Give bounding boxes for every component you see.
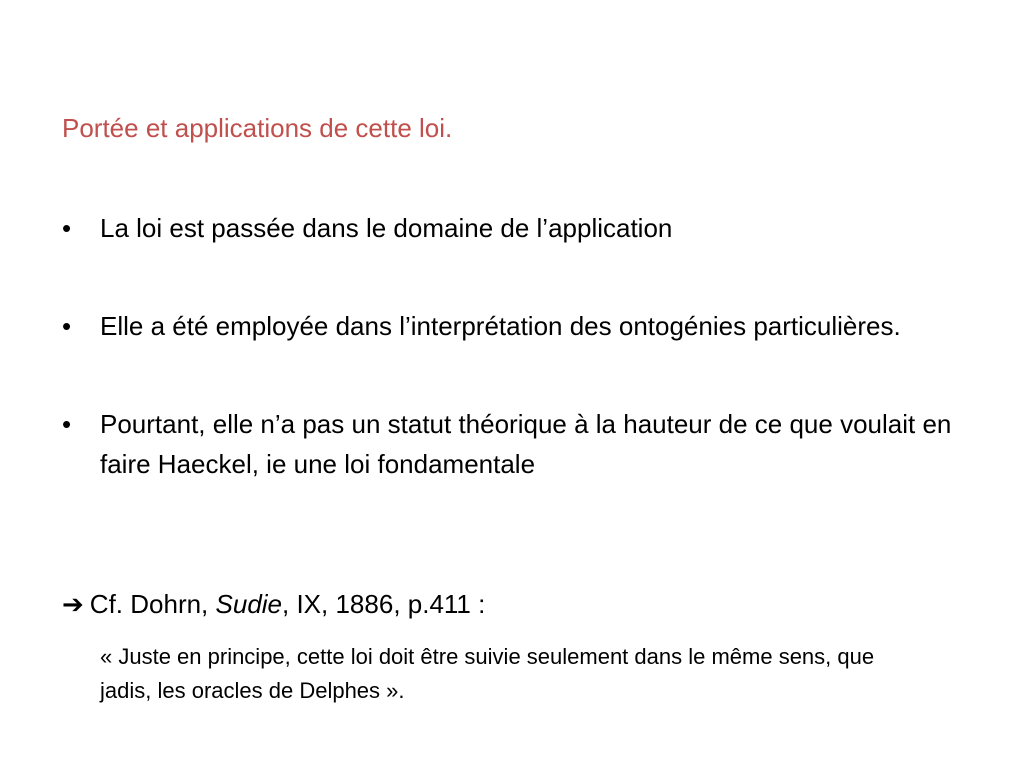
bullet-item <box>62 404 962 484</box>
bullet-text: La loi est passée dans le domaine de l’application <box>100 213 673 243</box>
bullet-item <box>62 306 962 346</box>
bullet-marker: • <box>62 311 72 341</box>
bullet-list <box>62 208 962 542</box>
slide-title: Portée et applications de cette loi. <box>62 113 453 143</box>
quotation: « Juste en principe, cette loi doit être suivie seulement dans le même sens, que jadis, les oracles de Delphes ». <box>100 644 875 703</box>
bullet-text: Elle a été employée dans l’interprétation des ontogénies particulières. <box>100 311 901 341</box>
bullet-marker: • <box>62 409 72 439</box>
reference-suffix: , IX, 1886, p.411 : <box>282 589 486 619</box>
arrow-right-icon: ➔ <box>62 589 84 619</box>
bullet-marker: • <box>62 213 72 243</box>
reference-work-title: Sudie <box>215 589 283 619</box>
reference-prefix: Cf. Dohrn, <box>89 589 216 619</box>
bullet-text: Pourtant, elle n’a pas un statut théorique à la hauteur de ce que voulait en faire Haeckel, ie une loi fondamentale <box>100 409 952 479</box>
reference-line <box>62 584 485 624</box>
bullet-item <box>62 208 962 248</box>
